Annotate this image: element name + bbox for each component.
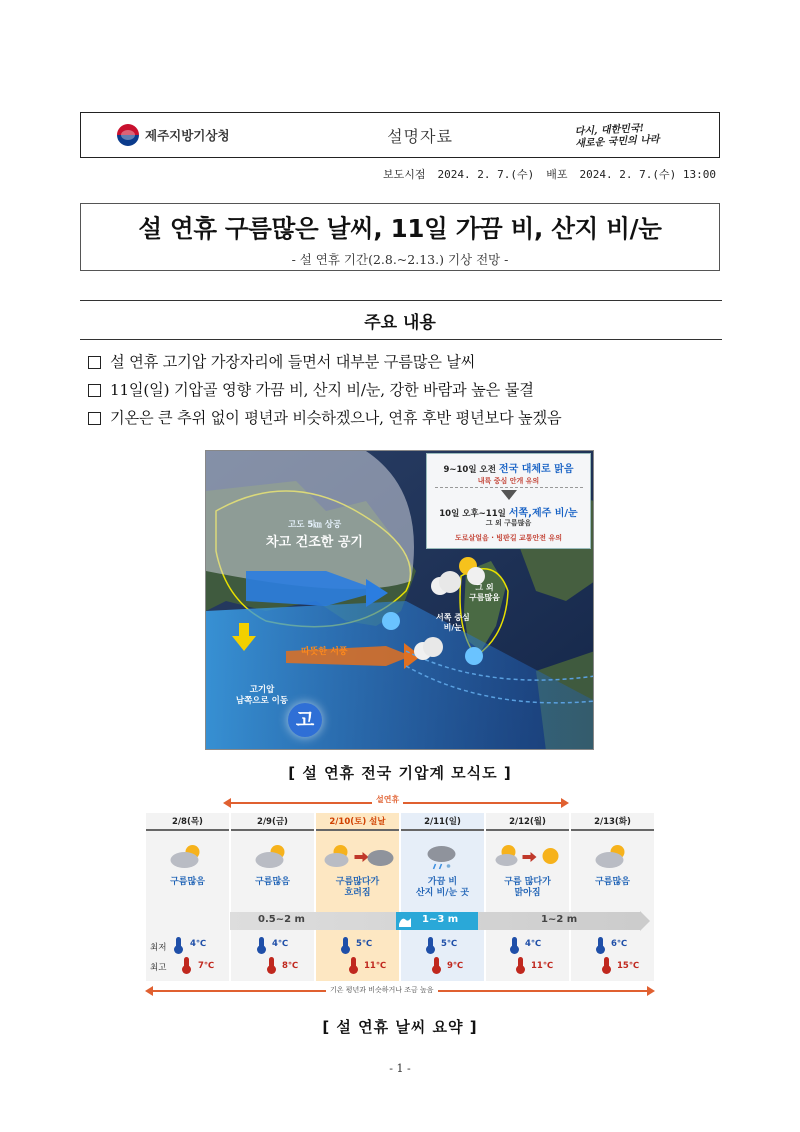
section-title: 주요 내용 [364, 313, 436, 333]
distribution-value: 2024. 2. 7.(수) 13:00 [579, 168, 716, 181]
document-header [80, 112, 720, 158]
min-temp: 6℃ [611, 939, 628, 949]
max-thermometer-icon [351, 957, 356, 971]
max-temp: 8℃ [282, 961, 299, 971]
max-temp: 9℃ [447, 961, 464, 971]
pressure-pattern-map [205, 450, 594, 750]
west-region-label: 서쪽 중심 비/눈 [436, 613, 470, 632]
info-caution-2: 도로살얼음 · 빙판길 교통안전 유의 [454, 534, 563, 542]
min-thermometer-icon [259, 937, 264, 951]
day-column [486, 813, 569, 981]
day-date: 2/11(일) [401, 813, 484, 831]
key-point: 기온은 큰 추위 없이 평년과 비슷하겠으나, 연휴 후반 평년보다 높겠음 [88, 404, 728, 432]
day-date: 2/8(목) [146, 813, 229, 831]
day-weather: 구름많음 [170, 877, 205, 887]
day-weather: 구름많음 [255, 877, 290, 887]
summary-caption: [ 설 연휴 날씨 요약 ] [322, 1018, 478, 1036]
checkbox-square-icon [88, 384, 101, 397]
warm-air-label: 따뜻한 서풍 [301, 647, 348, 657]
section-divider-top [80, 300, 722, 301]
key-points [88, 348, 728, 432]
cloudy-sun-icon [571, 841, 654, 871]
holiday-span-label: 설연휴 [372, 794, 403, 805]
report-time-value: 2024. 2. 7.(수) [437, 168, 535, 181]
agency [81, 124, 311, 146]
max-temp: 11℃ [531, 961, 554, 971]
cloudy-to-overcast-icon [316, 841, 399, 871]
altitude-label: 고도 5㎞ 상공 [288, 520, 342, 530]
min-thermometer-icon [343, 937, 348, 951]
distribution-label: 배포 [546, 168, 568, 181]
info-period-2: 10일 오후~11일 서쪽,제주 비/눈 [439, 508, 578, 519]
wave-icon [398, 914, 412, 928]
min-thermometer-icon [176, 937, 181, 951]
slogan-line-1: 다시, 대한민국! [574, 123, 645, 138]
cloudy-to-sunny-icon [486, 841, 569, 871]
agency-name: 제주지방기상청 [145, 128, 230, 143]
day-column [571, 813, 654, 981]
wave-height-label-high: 1~3 m [422, 914, 459, 925]
cloudy-sun-icon [146, 841, 229, 871]
day-weather: 구름 많다가 맑아짐 [504, 877, 551, 898]
day-column-holiday [316, 813, 399, 981]
main-title: 설 연휴 구름많은 날씨, 11일 가끔 비, 산지 비/눈 [138, 214, 662, 243]
cold-air-label: 차고 건조한 공기 [266, 535, 363, 550]
document-type: 설명자료 [387, 126, 453, 146]
high-pressure-symbol: 고 [288, 703, 322, 737]
info-other: 그 외 구름많음 [485, 519, 532, 527]
forecast-info-box [426, 453, 591, 549]
day-columns [146, 813, 654, 981]
max-thermometer-icon [604, 957, 609, 971]
day-date: 2/12(월) [486, 813, 569, 831]
map-caption: [ 설 연휴 전국 기압계 모식도 ] [288, 764, 512, 782]
sub-title: - 설 연휴 기간(2.8.~2.13.) 기상 전망 - [291, 252, 509, 267]
max-temp: 11℃ [364, 961, 387, 971]
day-weather: 가끔 비 산지 비/눈 곳 [415, 877, 470, 898]
checkbox-square-icon [88, 412, 101, 425]
info-period-1: 9~10일 오전 전국 대체로 맑음 [443, 464, 574, 475]
weather-summary [146, 793, 654, 1005]
normal-temp-note: 기온 평년과 비슷하거나 조금 높음 [326, 985, 438, 995]
day-date: 2/9(금) [231, 813, 314, 831]
wave-height-label: 0.5~2 m [258, 914, 305, 925]
min-temp: 4℃ [525, 939, 542, 949]
min-temp: 4℃ [272, 939, 289, 949]
min-thermometer-icon [512, 937, 517, 951]
day-column [146, 813, 229, 981]
max-temp-row-label: 최고 [150, 963, 167, 973]
key-point: 11일(일) 기압골 영향 가끔 비, 산지 비/눈, 강한 바람과 높은 물결 [88, 376, 728, 404]
info-divider [435, 487, 583, 488]
day-weather: 구름많음 [595, 877, 630, 887]
key-point: 설 연휴 고기압 가장자리에 들면서 대부분 구름많은 날씨 [88, 348, 728, 376]
day-column [401, 813, 484, 981]
max-thermometer-icon [518, 957, 523, 971]
checkbox-square-icon [88, 356, 101, 369]
slogan-line-2: 새로운 국민의 나라 [575, 134, 660, 150]
page-number: - 1 - [389, 1062, 411, 1075]
max-temp: 15℃ [617, 961, 640, 971]
max-thermometer-icon [269, 957, 274, 971]
title-box [80, 203, 720, 271]
down-arrow-icon [501, 490, 517, 500]
report-time-label: 보도시점 [383, 168, 426, 181]
wave-height-label: 1~2 m [541, 914, 578, 925]
korea-emblem-icon [117, 124, 139, 146]
min-temp-row-label: 최저 [150, 943, 167, 953]
max-thermometer-icon [184, 957, 189, 971]
cloudy-sun-icon [231, 841, 314, 871]
max-temp: 7℃ [198, 961, 215, 971]
info-caution-1: 내륙 중심 안개 유의 [477, 477, 540, 485]
day-column [231, 813, 314, 981]
min-thermometer-icon [598, 937, 603, 951]
max-thermometer-icon [434, 957, 439, 971]
high-pressure-label: 고기압 남쪽으로 이동 [235, 685, 289, 706]
day-date: 2/10(토) 설날 [316, 813, 399, 831]
day-weather: 구름많다가 흐려짐 [335, 877, 380, 898]
min-temp: 5℃ [356, 939, 373, 949]
section-divider-bottom [80, 339, 722, 340]
release-info [80, 166, 716, 182]
rain-snow-icon [401, 841, 484, 871]
day-date: 2/13(화) [571, 813, 654, 831]
min-temp: 4℃ [190, 939, 207, 949]
slogan-logo [568, 119, 719, 151]
min-temp: 5℃ [441, 939, 458, 949]
min-thermometer-icon [428, 937, 433, 951]
other-region-label: 그 외 구름많음 [469, 583, 500, 602]
